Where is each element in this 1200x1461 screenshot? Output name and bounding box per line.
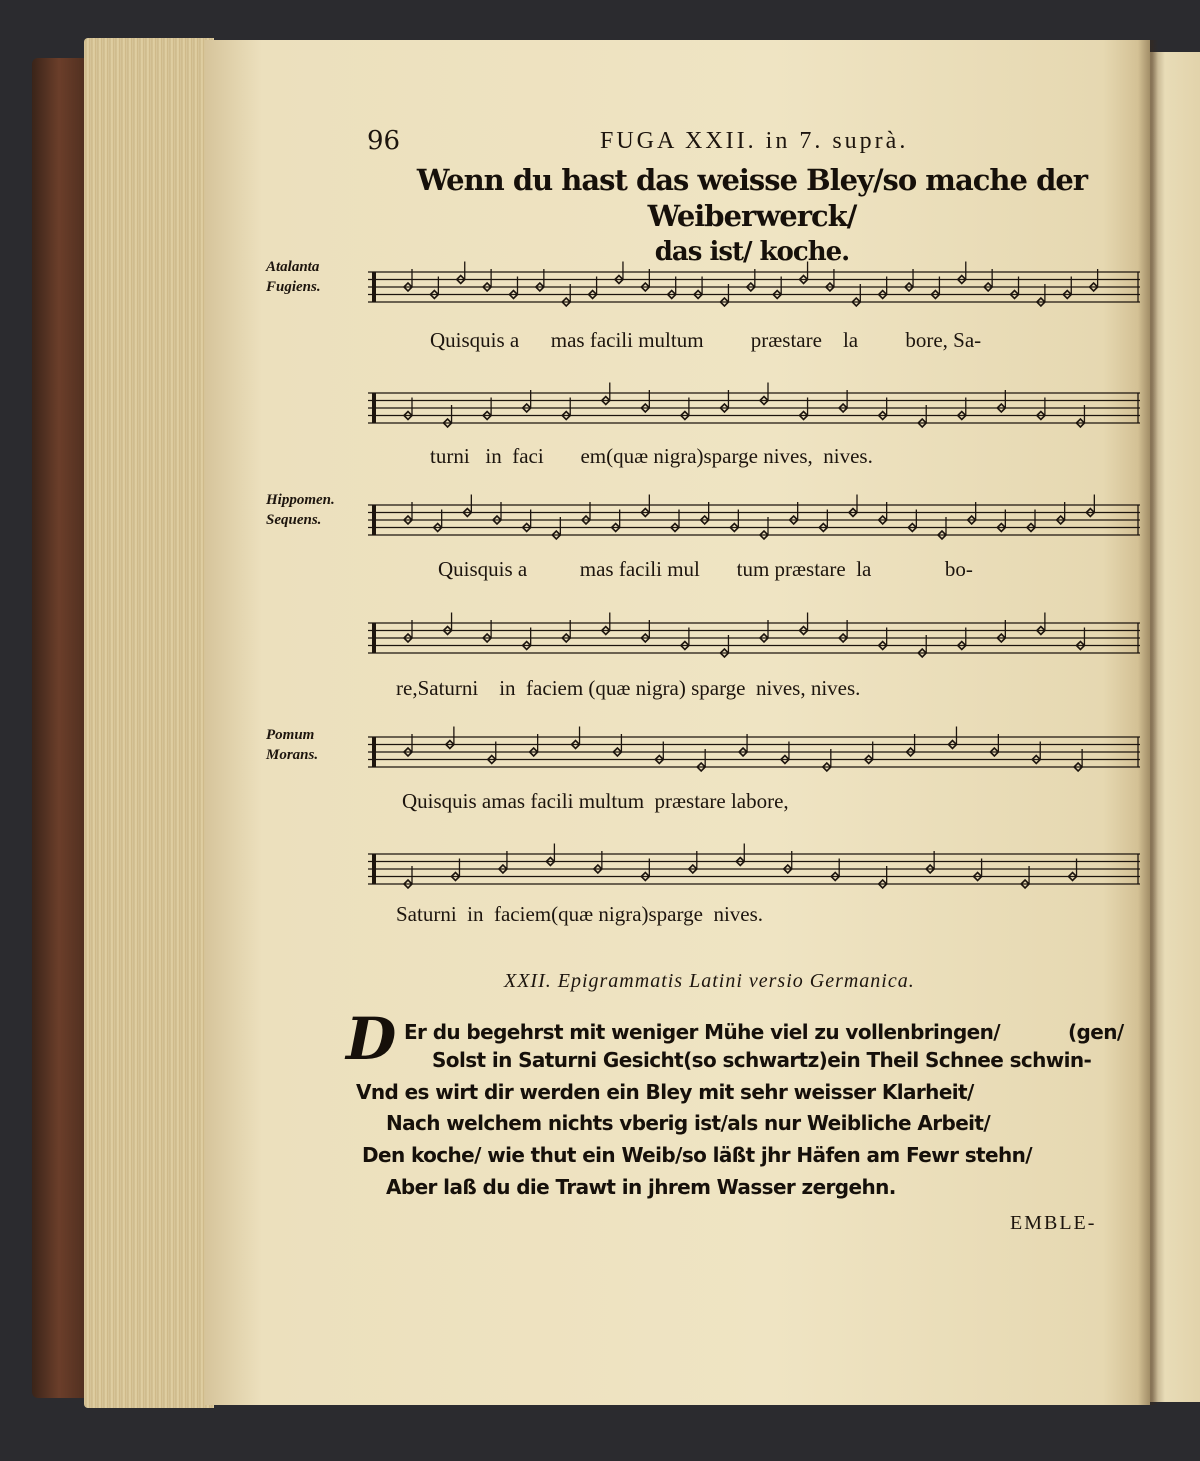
verse-line: Solst in Saturni Gesicht(so schwartz)ein Theil Schnee schwin- bbox=[432, 1048, 1092, 1072]
catchword: EMBLE- bbox=[1010, 1212, 1097, 1234]
page-number: 96 bbox=[367, 126, 401, 156]
voice-label-atalanta bbox=[266, 257, 351, 297]
voice-name-line-2: Sequens. bbox=[266, 512, 322, 528]
lyrics-line: Quisquis a mas facili mul tum præstare la bo- bbox=[438, 557, 973, 581]
voice-name-line-1: Pomum bbox=[266, 727, 315, 743]
motto bbox=[372, 162, 1132, 270]
voice-name-line-1: Atalanta bbox=[266, 259, 320, 275]
book-binding bbox=[32, 58, 92, 1398]
voice-label-hippomenes bbox=[266, 490, 351, 530]
motto-line-2: das ist/ koche. bbox=[654, 237, 850, 267]
fuga-title: FUGA XXII. in 7. suprà. bbox=[600, 128, 909, 154]
voice-name-line-2: Fugiens. bbox=[266, 279, 321, 295]
music-staff bbox=[368, 727, 1140, 777]
lyrics-line: turni in faci em(quæ nigra)sparge nives, nives. bbox=[430, 444, 873, 468]
lyrics-line: Saturni in faciem(quæ nigra)sparge nives. bbox=[396, 902, 764, 926]
decorated-initial: D bbox=[346, 1005, 397, 1073]
lyrics-line: Quisquis amas facili multum præstare labore, bbox=[402, 789, 789, 813]
verse-line: Er du begehrst mit weniger Mühe viel zu vollenbringen/ bbox=[404, 1020, 1000, 1044]
verse-line: Vnd es wirt dir werden ein Bley mit sehr weisser Klarheit/ bbox=[356, 1080, 974, 1104]
lyrics-line: re,Saturni in faciem (quæ nigra) sparge nives, nives. bbox=[396, 676, 861, 700]
verse-line: Aber laß du die Trawt in jhrem Wasser zergehn. bbox=[386, 1175, 896, 1199]
epigram-heading: XXII. Epigrammatis Latini versio Germanica. bbox=[504, 970, 915, 992]
music-staff bbox=[368, 262, 1140, 312]
music-staff bbox=[368, 495, 1140, 545]
music-staff bbox=[368, 844, 1140, 894]
voice-name-line-2: Morans. bbox=[266, 747, 319, 763]
lyrics-line: Quisquis a mas facili multum præstare la bore, Sa- bbox=[430, 328, 982, 352]
verse-runover: (gen/ bbox=[1068, 1020, 1124, 1044]
page-edges bbox=[84, 38, 214, 1408]
music-staff bbox=[368, 383, 1140, 433]
verse-line: Nach welchem nichts vberig ist/als nur Weibliche Arbeit/ bbox=[386, 1111, 991, 1135]
voice-name-line-1: Hippomen. bbox=[266, 492, 335, 508]
verse-line: Den koche/ wie thut ein Weib/so läßt jhr Häfen am Fewr stehn/ bbox=[362, 1143, 1032, 1167]
gutter-shadow bbox=[1138, 40, 1158, 1405]
voice-label-pomum bbox=[266, 725, 351, 765]
motto-line-1: Wenn du hast das weisse Bley/so mache der Weiberwerck/ bbox=[416, 163, 1088, 233]
music-staff bbox=[368, 613, 1140, 663]
